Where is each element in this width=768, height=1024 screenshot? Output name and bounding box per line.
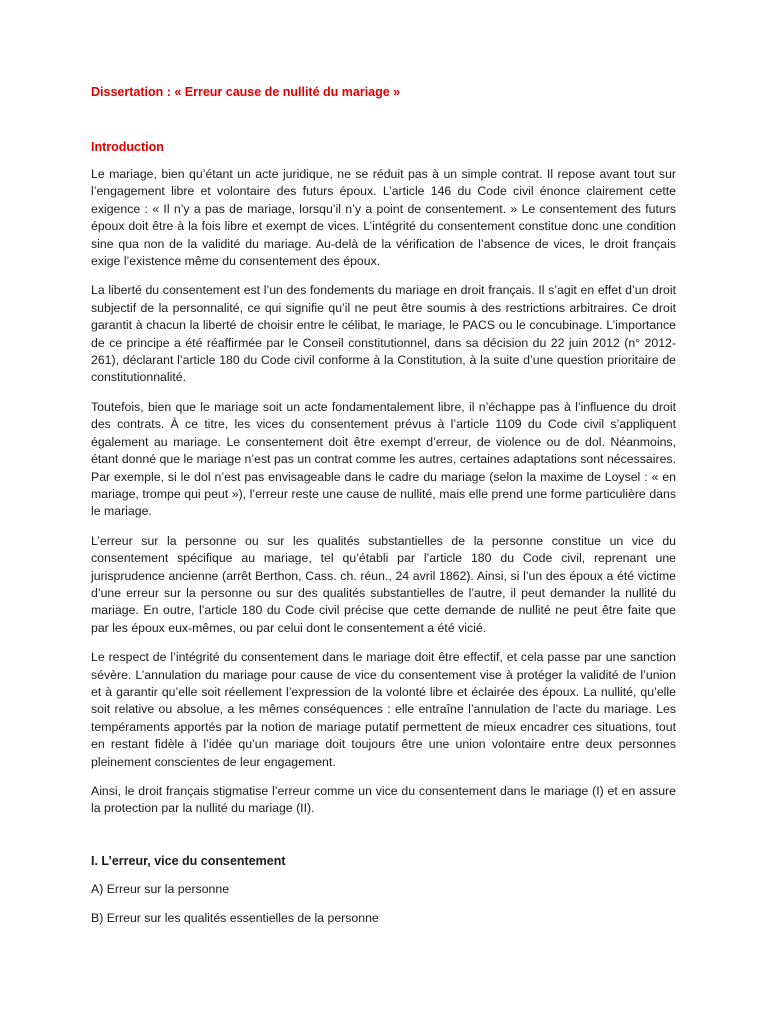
paragraph-4: L’erreur sur la personne ou sur les qualités substantielles de la personne constitue un vice du consentement spécifique au mariage, tel qu’établi par l’article 180 du Code civil, reprenant une jurisprudence ancienne (arrêt Berthon, Cass. ch. réun., 24 avril 1862). Ainsi, si l’un des époux a été victime d’une erreur sur la personne ou sur des qualités substantielles de l’autre, il peut demander la nullité du mariage. En outre, l’article 180 du Code civil précise que cette demande de nullité ne peut être faite que par les époux eux-mêmes, ou par celui dont le consentement a été vicié. [91,533,676,635]
section-one-heading: I. L’erreur, vice du consentement [91,853,286,868]
introduction-heading: Introduction [91,140,164,154]
paragraph-2: La liberté du consentement est l’un des fondements du mariage en droit français. Il s’agit en effet d’un droit subjectif de la personnalité, ce qui signifie qu’il ne peut être soumis à des restrictions arbitraires. Ce droit garantit à chacun la liberté de choisir entre le célibat, le mariage, le PACS ou le concubinage. L’importance de ce principe a été réaffirmée par le Conseil constitutionnel, dans sa décision du 22 juin 2012 (n° 2012-261), déclarant l’article 180 du Code civil conforme à la Constitution, à la suite d’une question prioritaire de constitutionnalité. [91,283,676,385]
paragraph-1: Le mariage, bien qu’étant un acte juridique, ne se réduit pas à un simple contrat. Il repose avant tout sur l’engagement libre et volontaire des futurs époux. L’article 146 du Code civil énonce clairement cette exigence : « Il n’y a pas de mariage, lorsqu’il n’y a point de consentement. » Le consentement des futurs époux doit être à la fois libre et exempt de vices. L’intégrité du consentement constitue donc une condition sine qua non de la validité du mariage. Au-delà de la vérification de l’absence de vices, le droit français exige l’existence même du consentement des époux. [91,167,676,269]
document-title: Dissertation : « Erreur cause de nullité du mariage » [91,85,401,99]
subsection-a-heading: A) Erreur sur la personne [91,881,230,896]
subsection-b-heading: B) Erreur sur les qualités essentielles de la personne [91,910,379,925]
paragraph-6: Ainsi, le droit français stigmatise l’erreur comme un vice du consentement dans le mariage (I) et en assure la protection par la nullité du mariage (II). [91,784,676,816]
paragraph-3: Toutefois, bien que le mariage soit un acte fondamentalement libre, il n’échappe pas à l’influence du droit des contrats. À ce titre, les vices du consentement prévus à l’article 1109 du Code civil s’appliquent également au mariage. Le consentement doit être exempt d’erreur, de violence ou de dol. Néanmoins, étant donné que le mariage n’est pas un contrat comme les autres, certaines adaptations sont nécessaires. Par exemple, si le dol n’est pas envisageable dans le cadre du mariage (selon la maxime de Loysel : « en mariage, trompe qui peut »), l’erreur reste une cause de nullité, mais elle prend une forme particulière dans le mariage. [91,399,676,519]
document-page [91,84,676,939]
paragraph-5: Le respect de l’intégrité du consentement dans le mariage doit être effectif, et cela passe par une sanction sévère. L’annulation du mariage pour cause de vice du consentement vise à protéger la validité de l’union et à garantir qu’elle soit réellement l’expression de la volonté libre et éclairée des époux. La nullité, qu’elle soit relative ou absolue, a les mêmes conséquences : elle entraîne l’annulation de l’acte du mariage. Les tempéraments apportés par la notion de mariage putatif permettent de mieux encadrer ces situations, tout en restant fidèle à l’idée qu’un mariage doit toujours être une union volontaire entre deux personnes pleinement conscientes de leur engagement. [91,650,676,769]
